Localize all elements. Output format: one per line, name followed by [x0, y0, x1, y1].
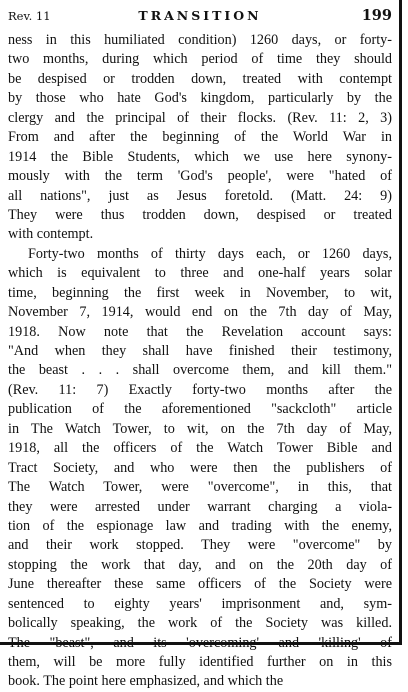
text-line: 1918. Now note that the Revelation account says: — [8, 323, 392, 340]
text-line: The Watch Tower, were "overcome", in this, that — [8, 479, 392, 496]
text-line: tion of the espionage law and trading with the enemy, — [8, 517, 392, 534]
text-line: "And when they shall have finished their testimony, — [8, 343, 392, 359]
text-line: be despised or trodden down, treated with contempt — [8, 70, 392, 87]
text-line: and their work stopped. They were "overcome" by — [8, 537, 392, 554]
text-line: they were arrested under warrant charging a viola- — [8, 498, 392, 515]
body-text — [8, 31, 392, 692]
text-line: the beast . . . shall overcome them, and kill them." — [8, 362, 392, 379]
text-line: 1918, all the officers of the Watch Tower Bible and — [8, 440, 392, 457]
text-line: all nations", just as Jesus foretold. (Matt. 24: 9) — [8, 187, 392, 204]
text-line: mously with the term 'God's people', were "hated of — [8, 168, 392, 185]
text-line: two months, during which period of time they should — [8, 51, 392, 68]
text-line: in The Watch Tower, to wit, on the 7th day of May, — [8, 420, 392, 437]
text-line: Forty-two months of thirty days each, or 1260 days, — [28, 245, 392, 262]
text-line: them, will be more fully identified further on in this — [8, 654, 392, 670]
text-line: November 7, 1914, would end on the 7th day of May, — [8, 304, 392, 321]
text-line: 1914 the Bible Students, which we use here synony- — [8, 148, 392, 165]
text-line: Tract Society, and who were then the publishers of — [8, 459, 392, 476]
text-line: June thereafter these same officers of the Society were — [8, 576, 392, 593]
text-line: time, beginning the first week in November, to wit, — [8, 284, 392, 301]
text-line: ness in this humiliated condition) 1260 days, or forty- — [8, 32, 392, 48]
text-line: which is equivalent to three and one-half years solar — [8, 265, 392, 282]
text-line: book. The point here emphasized, and which the — [8, 673, 284, 690]
text-line: by those who hate God's kingdom, particularly by the — [8, 90, 392, 107]
header-chapter-reference: Rev. 11 — [8, 9, 51, 23]
text-line: (Rev. 11: 7) Exactly forty-two months after the — [8, 381, 392, 398]
text-line: publication of the aforementioned "sackcloth" article — [8, 401, 392, 418]
text-line: sentenced to eighty years' imprisonment and, sym- — [8, 595, 392, 612]
text-line: with contempt. — [8, 226, 94, 243]
header-title: TRANSITION — [138, 8, 262, 23]
text-line: stopping the work that day, and on the 20th day of — [8, 556, 392, 573]
text-line: bolically speaking, the work of the Society was killed. — [8, 615, 392, 632]
page-number: 199 — [361, 7, 392, 24]
running-header — [8, 7, 392, 25]
text-line: clergy and the principal of their flocks. (Rev. 11: 2, 3) — [8, 109, 392, 126]
text-line: The "beast", and its 'overcoming' and 'killing' of — [8, 634, 392, 651]
text-line: They were thus trodden down, despised or treated — [8, 206, 392, 223]
text-line: From and after the beginning of the World War in — [8, 129, 392, 146]
